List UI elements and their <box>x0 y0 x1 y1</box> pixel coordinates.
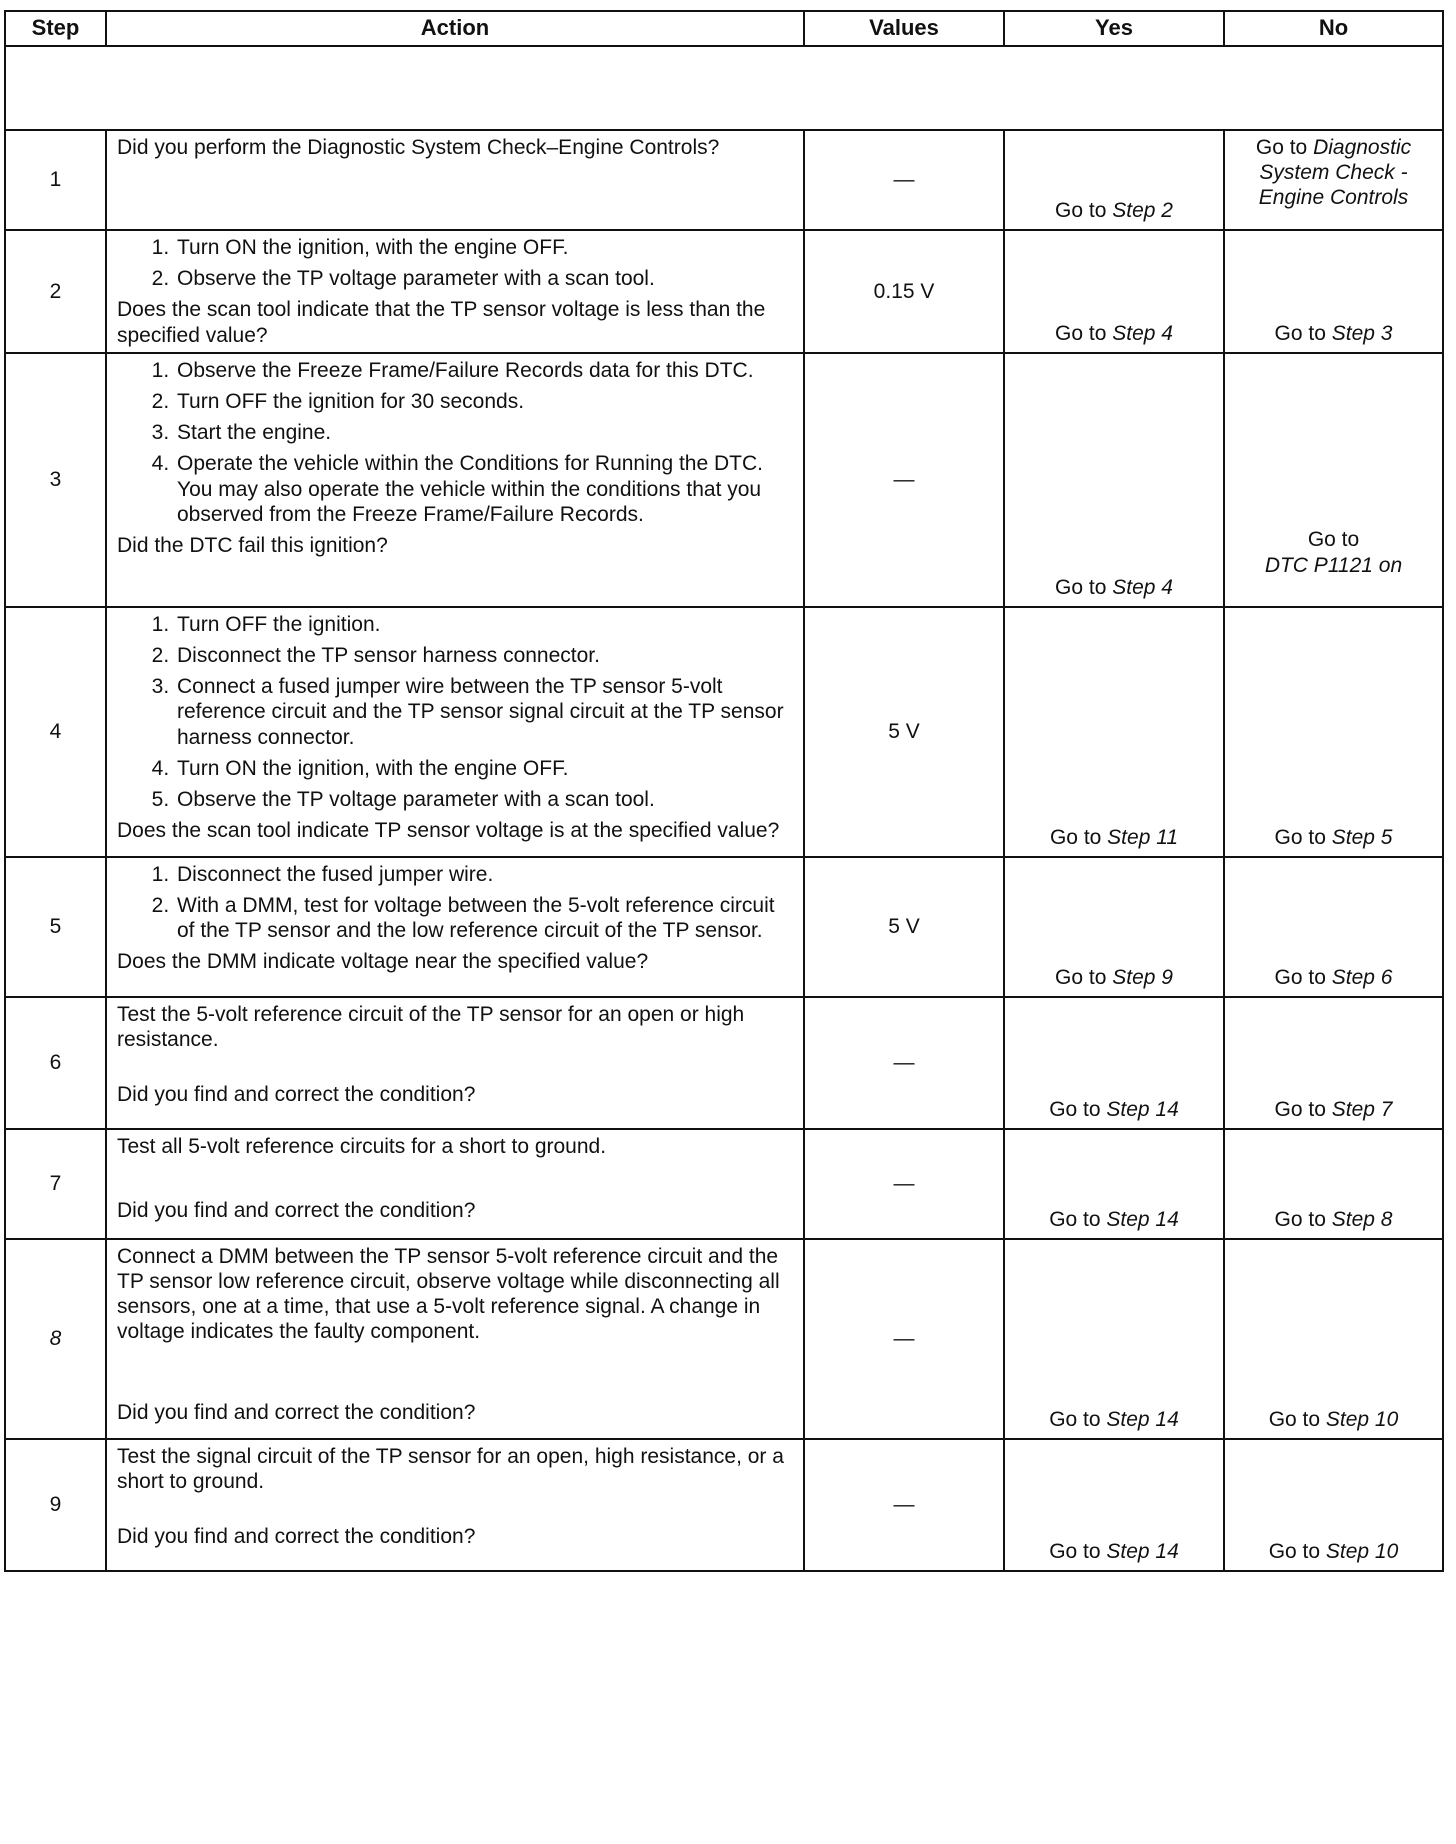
action-question: Did you find and correct the condition? <box>117 1082 476 1106</box>
action-cell <box>106 607 804 857</box>
no-target: Step 10 <box>1325 1407 1399 1431</box>
header-yes: Yes <box>1004 11 1224 46</box>
action-question: Did you find and correct the condition? <box>117 1400 476 1424</box>
yes-cell <box>1004 353 1224 607</box>
yes-target: Step 9 <box>1112 965 1173 989</box>
yes-prefix: Go to <box>1049 825 1108 849</box>
action-cell <box>106 130 804 230</box>
action-item: 1. Observe the Freeze Frame/Failure Records data for this DTC. <box>175 358 793 383</box>
action-text: Test the signal circuit of the TP sensor for an open, high resistance, or a short to ground. <box>117 1444 784 1493</box>
yes-target: Step 14 <box>1106 1207 1179 1231</box>
action-text: Test the 5-volt reference circuit of the TP sensor for an open or high resistance. <box>117 1002 745 1051</box>
table-row <box>5 1129 1443 1239</box>
step-number: 3 <box>5 353 106 607</box>
action-cell <box>106 857 804 997</box>
no-cell <box>1224 1239 1443 1439</box>
yes-cell <box>1004 1239 1224 1439</box>
yes-target: Step 14 <box>1106 1097 1179 1121</box>
yes-prefix: Go to <box>1055 575 1113 599</box>
no-line2: System Check - <box>1259 161 1408 185</box>
no-line1-em: Diagnostic <box>1313 136 1412 159</box>
value-cell: — <box>804 1439 1004 1571</box>
yes-prefix: Go to <box>1049 1407 1107 1431</box>
header-step: Step <box>5 11 106 46</box>
yes-cell <box>1004 607 1224 857</box>
no-line1: Go to <box>1255 136 1314 159</box>
value-cell: — <box>804 353 1004 607</box>
step-number: 9 <box>5 1439 106 1571</box>
no-cell <box>1224 607 1443 857</box>
action-cell <box>106 997 804 1129</box>
value-cell: — <box>804 130 1004 230</box>
yes-cell <box>1004 1129 1224 1239</box>
yes-target: Step 4 <box>1112 575 1173 599</box>
step-number: 2 <box>5 230 106 353</box>
action-cell <box>106 1129 804 1239</box>
no-prefix: Go to <box>1274 825 1332 849</box>
header-values: Values <box>804 11 1004 46</box>
action-item: 3. Start the engine. <box>175 420 793 445</box>
blank-row <box>5 46 1443 130</box>
value-cell: 5 V <box>804 607 1004 857</box>
action-cell <box>106 230 804 353</box>
no-target: Step 5 <box>1331 825 1393 849</box>
yes-prefix: Go to <box>1055 965 1113 989</box>
action-item: 3. Connect a fused jumper wire between the TP sensor 5-volt reference circuit and the TP sensor signal circuit at the TP sensor harness connector. <box>175 674 793 750</box>
action-question: Did the DTC fail this ignition? <box>117 533 388 557</box>
yes-cell <box>1004 130 1224 230</box>
no-cell <box>1224 857 1443 997</box>
header-action: Action <box>106 11 804 46</box>
yes-cell <box>1004 857 1224 997</box>
yes-target: Step 11 <box>1107 825 1179 849</box>
no-cell <box>1224 997 1443 1129</box>
action-question: Does the scan tool indicate TP sensor voltage is at the specified value? <box>117 819 780 843</box>
no-target: Step 3 <box>1331 321 1393 345</box>
table-row <box>5 607 1443 857</box>
no-target: Step 7 <box>1331 1097 1393 1121</box>
no-target: Step 10 <box>1325 1539 1399 1563</box>
yes-cell <box>1004 1439 1224 1571</box>
header-no: No <box>1224 11 1443 46</box>
action-item: 4. Turn ON the ignition, with the engine OFF. <box>175 756 793 781</box>
yes-prefix: Go to <box>1055 321 1113 345</box>
value-cell: — <box>804 997 1004 1129</box>
no-cell <box>1224 1129 1443 1239</box>
step-number: 5 <box>5 857 106 997</box>
no-cell <box>1224 130 1443 230</box>
yes-prefix: Go to <box>1055 198 1113 222</box>
yes-target: Step 14 <box>1106 1539 1179 1563</box>
action-item: 5. Observe the TP voltage parameter with a scan tool. <box>175 787 793 812</box>
action-cell <box>106 1439 804 1571</box>
no-cell <box>1224 230 1443 353</box>
action-cell <box>106 353 804 607</box>
step-number: 4 <box>5 607 106 857</box>
table-row <box>5 1439 1443 1571</box>
no-target: Step 6 <box>1331 965 1393 989</box>
action-question: Did you perform the Diagnostic System Check–Engine Controls? <box>117 136 720 159</box>
action-question: Does the DMM indicate voltage near the specified value? <box>117 950 649 974</box>
yes-prefix: Go to <box>1049 1539 1107 1563</box>
action-item: 1. Disconnect the fused jumper wire. <box>175 862 793 887</box>
action-question: Did you find and correct the condition? <box>117 1524 476 1548</box>
yes-prefix: Go to <box>1049 1207 1107 1231</box>
action-item: 1. Turn OFF the ignition. <box>175 612 793 637</box>
action-item: 2. Observe the TP voltage parameter with a scan tool. <box>175 266 793 291</box>
table-row <box>5 997 1443 1129</box>
header-row <box>5 11 1443 46</box>
action-question: Does the scan tool indicate that the TP sensor voltage is less than the specified value? <box>117 298 766 347</box>
step-number: 6 <box>5 997 106 1129</box>
value-cell: — <box>804 1239 1004 1439</box>
no-prefix: Go to <box>1274 1207 1332 1231</box>
no-prefix: Go to <box>1268 1539 1326 1563</box>
value-cell: — <box>804 1129 1004 1239</box>
yes-cell <box>1004 997 1224 1129</box>
no-line3: Engine Controls <box>1258 186 1409 210</box>
yes-prefix: Go to <box>1049 1097 1107 1121</box>
no-target: Step 8 <box>1331 1207 1393 1231</box>
blank-cell <box>5 46 1443 130</box>
table-row <box>5 857 1443 997</box>
table-row <box>5 230 1443 353</box>
action-item: 4. Operate the vehicle within the Conditions for Running the DTC. You may also operate the vehicle within the conditions that you observed from the Freeze Frame/Failure Records. <box>175 451 793 527</box>
yes-target: Step 14 <box>1106 1407 1179 1431</box>
yes-target: Step 4 <box>1112 321 1173 345</box>
no-prefix: Go to <box>1274 1097 1332 1121</box>
no-prefix: Go to <box>1274 321 1332 345</box>
step-number: 1 <box>5 130 106 230</box>
no-line2: DTC P1121 on <box>1264 553 1403 577</box>
action-item: 1. Turn ON the ignition, with the engine OFF. <box>175 235 793 260</box>
table-row <box>5 130 1443 230</box>
action-item: 2. Disconnect the TP sensor harness connector. <box>175 643 793 668</box>
action-item: 2. With a DMM, test for voltage between the 5-volt reference circuit of the TP sensor and the low reference circuit of the TP sensor. <box>175 893 793 943</box>
no-cell <box>1224 353 1443 607</box>
value-cell: 5 V <box>804 857 1004 997</box>
table-row <box>5 1239 1443 1439</box>
action-text: Connect a DMM between the TP sensor 5-volt reference circuit and the TP sensor low reference circuit, observe voltage while disconnecting all sensors, one at a time, that use a 5-volt reference signal. A change in voltage indicates the faulty component. <box>117 1244 780 1344</box>
value-cell: 0.15 V <box>804 230 1004 353</box>
yes-cell <box>1004 230 1224 353</box>
action-text: Test all 5-volt reference circuits for a short to ground. <box>117 1134 607 1158</box>
diagnostic-table <box>4 10 1444 1572</box>
action-question: Did you find and correct the condition? <box>117 1198 476 1222</box>
action-cell <box>106 1239 804 1439</box>
no-line1: Go to <box>1307 528 1360 552</box>
table-row <box>5 353 1443 607</box>
no-cell <box>1224 1439 1443 1571</box>
action-item: 2. Turn OFF the ignition for 30 seconds. <box>175 389 793 414</box>
yes-target: Step 2 <box>1112 198 1173 222</box>
no-prefix: Go to <box>1268 1407 1326 1431</box>
step-number: 8 <box>5 1239 106 1439</box>
step-number: 7 <box>5 1129 106 1239</box>
no-prefix: Go to <box>1274 965 1332 989</box>
